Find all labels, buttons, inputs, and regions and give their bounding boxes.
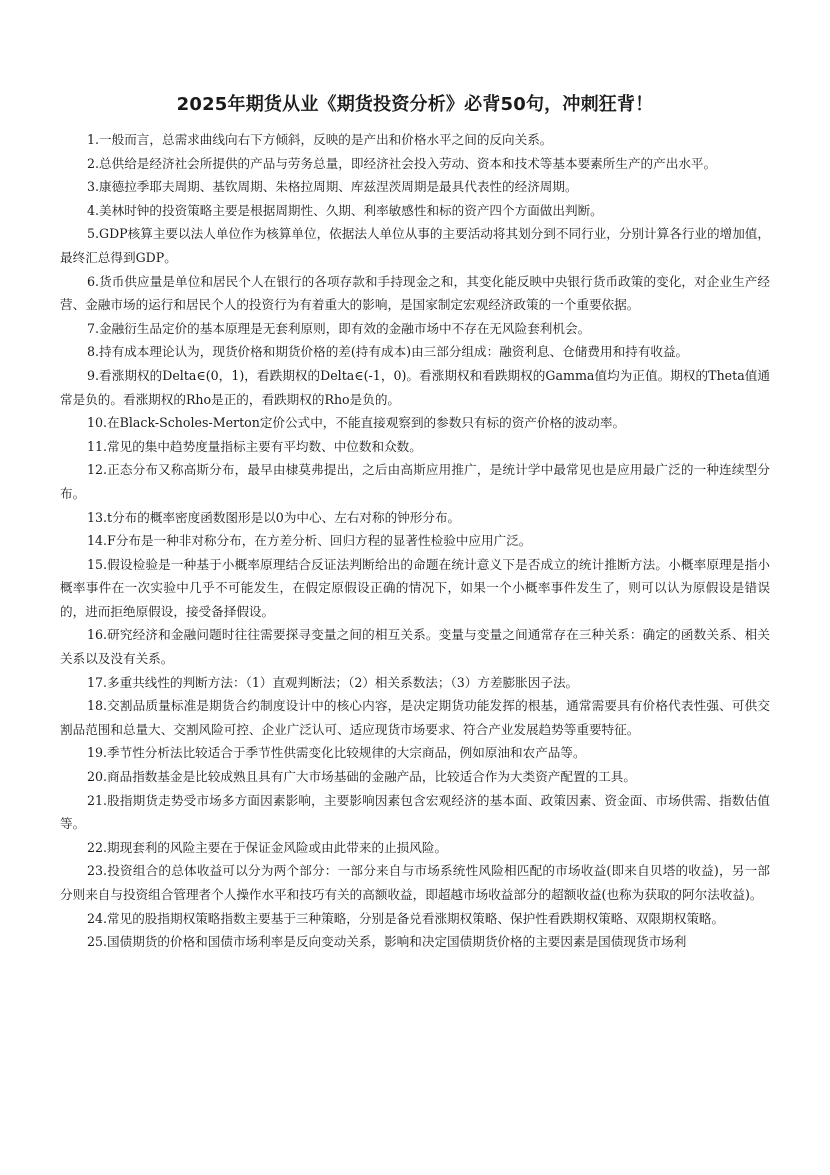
list-item: 16.研究经济和金融问题时往往需要探寻变量之间的相互关系。变量与变量之间通常存在三种关系：确定的函数关系、相关关系以及没有关系。 [60, 627, 770, 667]
list-item: 11.常见的集中趋势度量指标主要有平均数、中位数和众数。 [87, 438, 422, 454]
list-item: 1.一般而言，总需求曲线向右下方倾斜，反映的是产出和价格水平之间的反向关系。 [87, 132, 553, 147]
list-item: 17.多重共线性的判断方法：（1）直观判断法；（2）相关系数法；（3）方差膨胀因子法。 [87, 674, 579, 690]
document-title: 2025年期货从业《期货投资分析》必背50句，冲刺狂背！ [176, 94, 654, 115]
list-item: 18.交割品质量标准是期货合约制度设计中的核心内容，是决定期货功能发挥的根基，通常需要具有价格代表性强、可供交割品范围和总量大、交割风险可控、企业广泛认可、适应现货市场要求、符合产业发展趋势等重要特征。 [60, 698, 770, 737]
list-item: 3.康德拉季耶夫周期、基钦周期、朱格拉周期、库兹涅茨周期是最具代表性的经济周期。 [87, 179, 578, 195]
list-item: 9.看涨期权的Delta∈(0，1)，看跌期权的Delta∈(-1，0)。看涨期权和看跌期权的Gamma值均为正值。期权的Theta值通常是负的。看涨期权的Rho是正的，看跌期权的Rho是负的。 [60, 367, 770, 407]
list-item: 14.F分布是一种非对称分布，在方差分析、回归方程的显著性检验中应用广泛。 [87, 533, 532, 549]
list-item: 8.持有成本理论认为，现货价格和期货价格的差(持有成本)由三部分组成：融资利息、仓储费用和持有收益。 [87, 344, 689, 360]
list-item: 6.货币供应量是单位和居民个人在银行的各项存款和手持现金之和，其变化能反映中央银行货币政策的变化，对企业生产经营、金融市场的运行和居民个人的投资行为有着重大的影响，是国家制定宏观经济政策的一个重要依据。 [60, 273, 770, 313]
list-item: 2.总供给是经济社会所提供的产品与劳务总量，即经济社会投入劳动、资本和技术等基本要素所生产的产出水平。 [87, 155, 717, 171]
list-item: 23.投资组合的总体收益可以分为两个部分：一部分来自与市场系统性风险相匹配的市场收益(即来自贝塔的收益)，另一部分则来自与投资组合管理者个人操作水平和技巧有关的高额收益，即超越市场收益部分的超额收益(也称为获取的阿尔法收益)。 [60, 863, 770, 902]
list-item: 19.季节性分析法比较适合于季节性供需变化比较规律的大宗商品，例如原油和农产品等。 [87, 745, 586, 761]
list-item: 21.股指期货走势受市场多方面因素影响，主要影响因素包含宏观经济的基本面、政策因素、资金面、市场供需、指数估值等。 [60, 792, 770, 832]
list-item: 25.国债期货的价格和国债市场利率是反向变动关系，影响和决定国债期货价格的主要因素是国债现货市场利 [87, 934, 687, 950]
list-item: 12.正态分布又称高斯分布，最早由棣莫弗提出，之后由高斯应用推广，是统计学中最常见也是应用最广泛的一种连续型分布。 [60, 462, 770, 501]
list-item: 13.t分布的概率密度函数图形是以0为中心、左右对称的钟形分布。 [87, 509, 461, 525]
list-item: 10.在Black-Scholes-Merton定价公式中，不能直接观察到的参数只有标的资产价格的波动率。 [87, 415, 626, 431]
list-item: 4.美林时钟的投资策略主要是根据周期性、久期、利率敏感性和标的资产四个方面做出判断。 [87, 202, 603, 218]
list-item: 24.常见的股指期权策略指数主要基于三种策略，分别是备兑看涨期权策略、保护性看跌期权策略、双限期权策略。 [87, 910, 725, 926]
list-item: 7.金融衍生品定价的基本原理是无套利原则，即有效的金融市场中不存在无风险套利机会。 [87, 320, 591, 336]
item-list [60, 128, 770, 954]
list-item: 15.假设检验是一种基于小概率原理结合反证法判断给出的命题在统计意义下是否成立的统计推断方法。小概率原理是指小概率事件在一次实验中几乎不可能发生，在假定原假设正确的情况下，如果一个小概率事件发生了，则可以认为原假设是错误的，进而拒绝原假设，接受备择假设。 [60, 556, 770, 619]
list-item: 22.期现套利的风险主要在于保证金风险或由此带来的止损风险。 [87, 839, 448, 855]
list-item: 5.GDP核算主要以法人单位作为核算单位，依据法人单位从事的主要活动将其划分到不同行业，分别计算各行业的增加值，最终汇总得到GDP。 [60, 226, 770, 265]
list-item: 20.商品指数基金是比较成熟且具有广大市场基础的金融产品，比较适合作为大类资产配置的工具。 [87, 769, 636, 785]
